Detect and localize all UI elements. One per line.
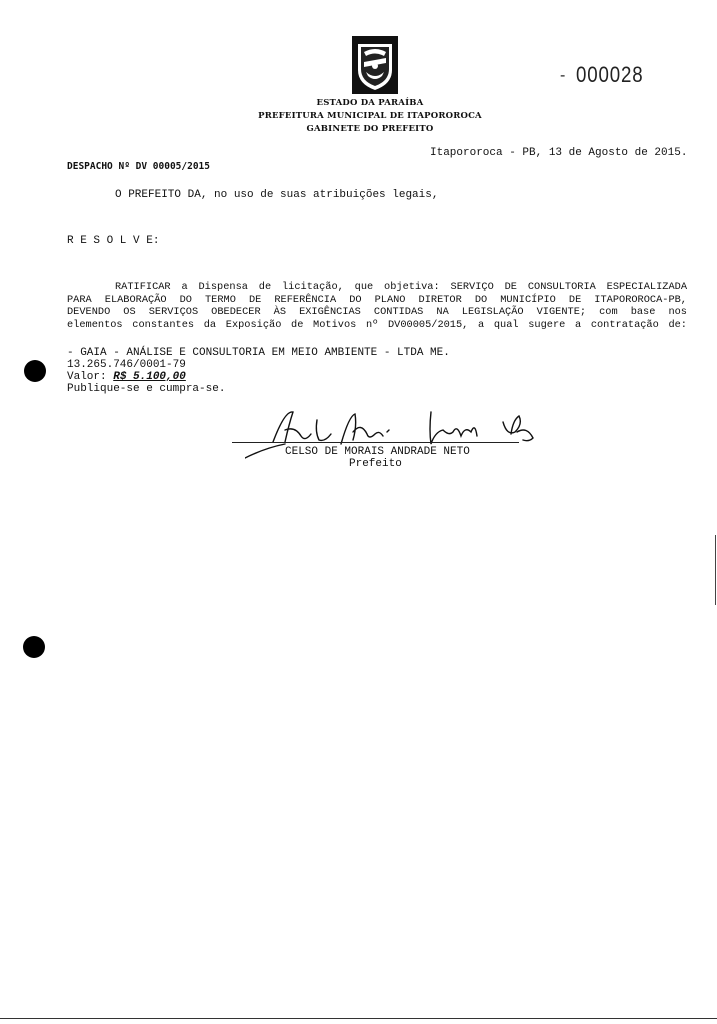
resolve-heading: R E S O L V E: <box>67 235 160 247</box>
intro-text: O PREFEITO DA, no uso de suas atribuições legais, <box>115 189 439 201</box>
punch-hole-bottom <box>23 636 45 658</box>
scan-edge-mark <box>715 535 716 605</box>
header-state: ESTADO DA PARAÍBA <box>316 98 424 108</box>
body-line: elementos constantes da Exposição de Motivos nº DV00005/2015, a qual sugere a contratação de: <box>67 318 687 331</box>
company-name: - GAIA - ANÁLISE E CONSULTORIA EM MEIO AMBIENTE - LTDA ME. <box>67 347 450 359</box>
stamp-dash: - <box>560 67 567 85</box>
page-bottom-line <box>0 1018 717 1019</box>
signature-line <box>232 442 519 443</box>
header-prefeitura: PREFEITURA MUNICIPAL DE ITAPOROROCA <box>258 111 482 121</box>
signer-title: Prefeito <box>349 458 402 470</box>
body-line: RATIFICAR a Dispensa de licitação, que objetiva: SERVIÇO DE CONSULTORIA ESPECIALIZADA <box>115 281 687 293</box>
coat-of-arms-icon <box>352 36 398 94</box>
body-line: DEVENDO OS SERVIÇOS OBEDECER ÀS EXIGÊNCIAS CONTIDAS NA LEGISLAÇÃO VIGENTE; com base nos <box>67 306 687 318</box>
valor-label: Valor: <box>67 371 107 383</box>
header-gabinete: GABINETE DO PREFEITO <box>306 124 434 134</box>
punch-hole-top <box>24 360 46 382</box>
company-cnpj: 13.265.746/0001-79 <box>67 359 186 371</box>
dateline: Itapororoca - PB, 13 de Agosto de 2015. <box>430 147 688 159</box>
valor-line <box>67 371 186 383</box>
valor-amount: R$ 5.100,00 <box>113 371 186 383</box>
signer-name: CELSO DE MORAIS ANDRADE NETO <box>285 446 470 458</box>
stamp-number: 000028 <box>576 62 644 87</box>
despacho-number: DESPACHO Nº DV 00005/2015 <box>67 161 210 172</box>
page-stamp-number <box>560 62 656 88</box>
body-line: PARA ELABORAÇÃO DO TERMO DE REFERÊNCIA DO PLANO DIRETOR DO MUNICÍPIO DE ITAPOROROCA-PB, <box>67 293 687 306</box>
publique-text: Publique-se e cumpra-se. <box>67 383 226 395</box>
body-paragraph <box>67 281 687 331</box>
